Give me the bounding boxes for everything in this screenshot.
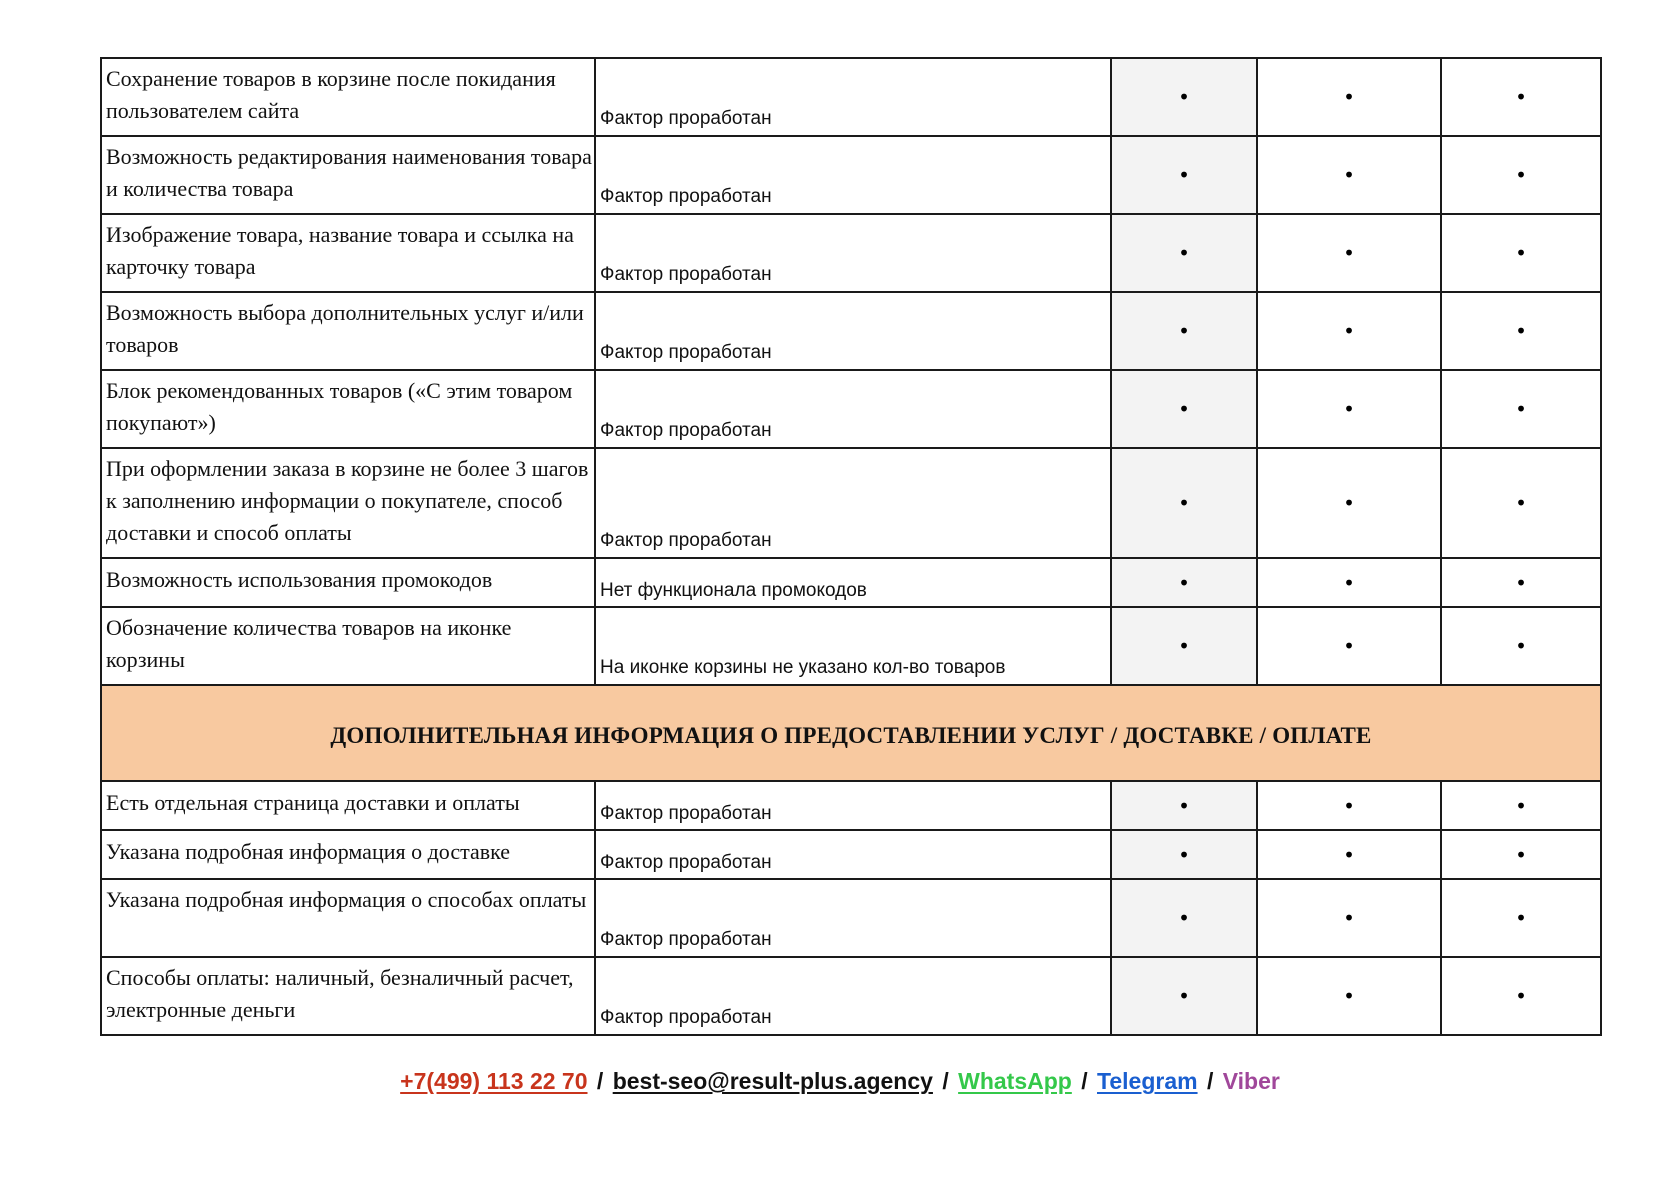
section-header-row xyxy=(101,685,1601,781)
table-row xyxy=(101,292,1601,370)
mark-cell: • xyxy=(1441,136,1601,214)
mark-cell: • xyxy=(1257,448,1441,558)
mark-cell: • xyxy=(1257,558,1441,607)
comment-cell: Фактор проработан xyxy=(595,957,1111,1035)
table-row xyxy=(101,607,1601,685)
mark-cell: • xyxy=(1111,879,1257,957)
mark-cell: • xyxy=(1257,879,1441,957)
separator: / xyxy=(596,1068,604,1094)
table-row xyxy=(101,957,1601,1035)
comment-cell: Фактор проработан xyxy=(595,136,1111,214)
mark-cell: • xyxy=(1441,448,1601,558)
mark-cell: • xyxy=(1257,607,1441,685)
table-row xyxy=(101,830,1601,879)
comment-cell: Фактор проработан xyxy=(595,292,1111,370)
factor-cell: Указана подробная информация о доставке xyxy=(101,830,595,879)
factor-cell: Обозначение количества товаров на иконке корзины xyxy=(101,607,595,685)
comment-cell: Фактор проработан xyxy=(595,58,1111,136)
section-title: ДОПОЛНИТЕЛЬНАЯ ИНФОРМАЦИЯ О ПРЕДОСТАВЛЕНИИ УСЛУГ / ДОСТАВКЕ / ОПЛАТЕ xyxy=(101,685,1601,781)
mark-cell: • xyxy=(1111,370,1257,448)
table-row xyxy=(101,136,1601,214)
comment-cell: Фактор проработан xyxy=(595,448,1111,558)
separator: / xyxy=(1081,1068,1088,1094)
mark-cell: • xyxy=(1441,830,1601,879)
table-row xyxy=(101,558,1601,607)
mark-cell: • xyxy=(1111,292,1257,370)
comment-cell: Фактор проработан xyxy=(595,879,1111,957)
mark-cell: • xyxy=(1441,292,1601,370)
mark-cell: • xyxy=(1257,58,1441,136)
table-row xyxy=(101,781,1601,830)
factor-cell: Возможность выбора дополнительных услуг и/или товаров xyxy=(101,292,595,370)
mark-cell: • xyxy=(1257,957,1441,1035)
mark-cell: • xyxy=(1257,136,1441,214)
mark-cell: • xyxy=(1441,781,1601,830)
comment-cell: Фактор проработан xyxy=(595,830,1111,879)
factor-cell: Указана подробная информация о способах оплаты xyxy=(101,879,595,957)
mark-cell: • xyxy=(1257,830,1441,879)
factor-cell: Блок рекомендованных товаров («С этим товаром покупают») xyxy=(101,370,595,448)
factor-cell: Сохранение товаров в корзине после покидания пользователем сайта xyxy=(101,58,595,136)
factor-cell: Изображение товара, название товара и ссылка на карточку товара xyxy=(101,214,595,292)
separator: / xyxy=(1206,1068,1214,1094)
mark-cell: • xyxy=(1257,781,1441,830)
table-row xyxy=(101,370,1601,448)
telegram-link[interactable]: Telegram xyxy=(1097,1068,1198,1094)
mark-cell: • xyxy=(1111,558,1257,607)
contact-footer xyxy=(0,1068,1680,1095)
comment-cell: Фактор проработан xyxy=(595,214,1111,292)
separator: / xyxy=(942,1068,949,1094)
email-link[interactable]: best-seo@result-plus.agency xyxy=(612,1068,933,1094)
factor-cell: Есть отдельная страница доставки и оплаты xyxy=(101,781,595,830)
mark-cell: • xyxy=(1111,830,1257,879)
comment-cell: Фактор проработан xyxy=(595,781,1111,830)
mark-cell: • xyxy=(1111,136,1257,214)
table-row xyxy=(101,58,1601,136)
mark-cell: • xyxy=(1257,370,1441,448)
mark-cell: • xyxy=(1111,214,1257,292)
mark-cell: • xyxy=(1441,558,1601,607)
mark-cell: • xyxy=(1111,781,1257,830)
mark-cell: • xyxy=(1441,370,1601,448)
mark-cell: • xyxy=(1441,214,1601,292)
mark-cell: • xyxy=(1441,879,1601,957)
mark-cell: • xyxy=(1257,292,1441,370)
factor-cell: Возможность редактирования наименования товара и количества товара xyxy=(101,136,595,214)
comment-cell: Нет функционала промокодов xyxy=(595,558,1111,607)
mark-cell: • xyxy=(1111,58,1257,136)
comment-cell: На иконке корзины не указано кол-во товаров xyxy=(595,607,1111,685)
comment-cell: Фактор проработан xyxy=(595,370,1111,448)
mark-cell: • xyxy=(1441,58,1601,136)
mark-cell: • xyxy=(1111,957,1257,1035)
mark-cell: • xyxy=(1441,957,1601,1035)
mark-cell: • xyxy=(1111,607,1257,685)
table-row xyxy=(101,879,1601,957)
phone-link[interactable]: +7(499) 113 22 70 xyxy=(400,1068,588,1094)
audit-table xyxy=(100,57,1602,1036)
factor-cell: Возможность использования промокодов xyxy=(101,558,595,607)
viber-link[interactable]: Viber xyxy=(1222,1068,1280,1094)
mark-cell: • xyxy=(1257,214,1441,292)
mark-cell: • xyxy=(1111,448,1257,558)
factor-cell: При оформлении заказа в корзине не более 3 шагов к заполнению информации о покупателе, способ доставки и способ оплаты xyxy=(101,448,595,558)
whatsapp-link[interactable]: WhatsApp xyxy=(958,1068,1072,1094)
mark-cell: • xyxy=(1441,607,1601,685)
factor-cell: Способы оплаты: наличный, безналичный расчет, электронные деньги xyxy=(101,957,595,1035)
table-row xyxy=(101,448,1601,558)
table-row xyxy=(101,214,1601,292)
